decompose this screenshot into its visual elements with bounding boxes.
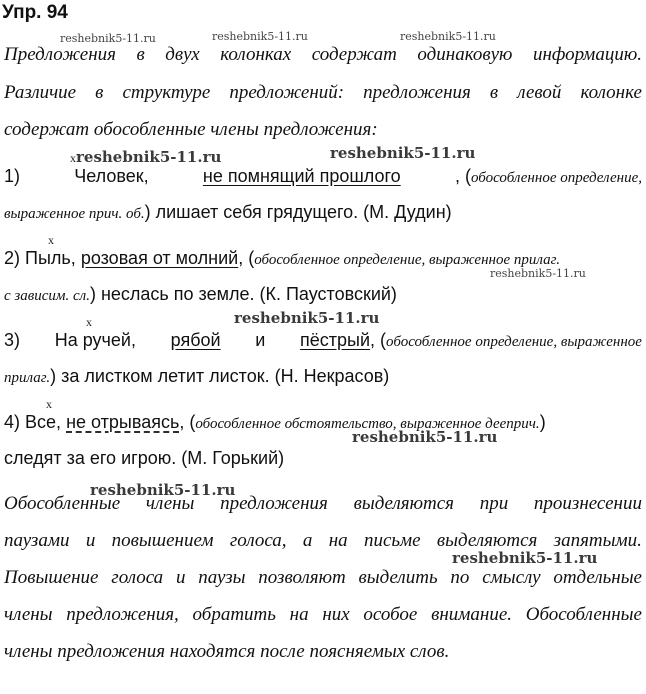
word: Обособленные (4, 493, 121, 514)
word: и (85, 530, 96, 551)
item-number: 4) (4, 412, 21, 432)
watermark: reshebnik5-11.ru (352, 428, 498, 446)
word: одинаковую (417, 44, 513, 65)
sentence-rest: ) неслась по земле. (К. Паустовский) (89, 284, 397, 304)
conclusion-line-5: члены предложения находятся после поясняемых слов. (4, 641, 450, 662)
grammar-note: выраженное прич. об. (4, 206, 145, 222)
stress-mark: x (86, 315, 92, 329)
word: по (450, 567, 470, 588)
item-number: 1) (4, 166, 21, 186)
watermark: reshebnik5-11.ru (234, 309, 380, 327)
conjunction: и (255, 330, 266, 350)
exercise-title: Упр. 94 (2, 2, 68, 23)
word: Обособленные (525, 604, 642, 625)
word: письме (363, 530, 421, 551)
word: голоса, (229, 530, 287, 551)
word: в (489, 82, 499, 103)
word: левой (517, 82, 562, 103)
isolated-member: не отрываясь (66, 412, 180, 432)
word: обратить (192, 604, 276, 625)
stress-mark: x (48, 233, 54, 247)
word: структуре (122, 82, 211, 103)
word: выделить (358, 567, 438, 588)
item-2-line-1: 2) Пыль, розовая от молний, (обособленное определение, выраженное прилаг. (4, 248, 560, 268)
word: двух (165, 44, 200, 65)
word: выделяются (436, 530, 538, 551)
word: на (328, 530, 348, 551)
item-comma: , (обособленное определение, (454, 166, 642, 186)
word: выделяются (353, 493, 454, 514)
item-2-line-2 (4, 283, 642, 307)
grammar-note: обособленное определение, выраженное прилаг. (254, 252, 560, 268)
word: смыслу (482, 567, 541, 588)
word: повышением (111, 530, 214, 551)
intro-line-1 (4, 44, 642, 66)
item-1-line-2 (4, 201, 642, 225)
word: предложений: (229, 82, 345, 103)
item-3-line-2 (4, 365, 642, 389)
word: и (175, 567, 186, 588)
item-subject: Человек, (74, 166, 149, 186)
word: члены (4, 604, 53, 625)
word: предложения (220, 493, 328, 514)
item-subject: На ручей, (54, 330, 136, 350)
isolated-member: пёстрый (300, 330, 371, 350)
word: в (136, 44, 145, 65)
item-number: 2) (4, 248, 21, 268)
word: паузы (198, 567, 246, 588)
item-comma: пёстрый, (обособленное определение, выраженное (300, 330, 642, 350)
word: произнесении (533, 493, 642, 514)
word: отдельные (553, 567, 642, 588)
watermark: reshebnik5-11.ru (60, 32, 156, 45)
stress-mark: x (70, 151, 76, 165)
word: них (322, 604, 350, 625)
watermark: reshebnik5-11.ru (330, 144, 476, 162)
item-4-line-1: 4) Все, не отрываясь, (обособленное обстоятельство, выраженное дееприч.) (4, 412, 546, 432)
word: особое (363, 604, 418, 625)
watermark: reshebnik5-11.ru (400, 30, 496, 43)
intro-line-2 (4, 82, 642, 104)
isolated-member: розовая от молний (80, 248, 239, 268)
word: Предложения (4, 44, 116, 65)
sentence-rest: ) за листком летит листок. (Н. Некрасов) (50, 366, 390, 386)
grammar-note: обособленное определение, выраженное (386, 334, 642, 350)
word: члены (145, 493, 195, 514)
word: содержат (311, 44, 397, 65)
word: позволяют (258, 567, 346, 588)
intro-line-3: содержат обособленные члены предложения: (4, 119, 378, 140)
stress-mark: x (46, 397, 52, 411)
word: запятыми. (553, 530, 642, 551)
item-number: 3) (4, 330, 21, 350)
item-1-line-1 (4, 165, 642, 189)
grammar-note: обособленное определение, (470, 170, 642, 186)
word: при (479, 493, 509, 514)
sentence-rest: ) лишает себя грядущего. (М. Дудин) (144, 202, 452, 222)
conclusion-line-3 (4, 567, 642, 589)
conclusion-line-4 (4, 604, 642, 626)
word: внимание. (431, 604, 513, 625)
word: предложения (363, 82, 471, 103)
item-subject: Пыль, (25, 248, 76, 268)
watermark: reshebnik5-11.ru (76, 148, 222, 166)
word: Различие (4, 82, 77, 103)
isolated-member: рябой (170, 330, 221, 350)
watermark: reshebnik5-11.ru (452, 549, 598, 567)
watermark: reshebnik5-11.ru (90, 481, 236, 499)
watermark: reshebnik5-11.ru (212, 30, 308, 43)
watermark: reshebnik5-11.ru (490, 267, 586, 280)
item-4-line-2: следят за его игрою. (М. Горький) (4, 448, 285, 468)
word: предложения, (66, 604, 179, 625)
word: Повышение (4, 567, 99, 588)
word: колонке (580, 82, 642, 103)
grammar-note: с зависим. сл. (4, 288, 90, 304)
item-subject: Все, (25, 412, 62, 432)
word: паузами (4, 530, 70, 551)
word: голоса (111, 567, 164, 588)
word: информацию. (532, 44, 642, 65)
isolated-member: не помнящий прошлого (202, 166, 401, 186)
word: на (289, 604, 309, 625)
item-3-line-1 (4, 329, 642, 353)
word: в (95, 82, 104, 103)
grammar-note: обособленное обстоятельство, выраженное дееприч. (195, 416, 540, 432)
word: колонках (220, 44, 292, 65)
grammar-note: прилаг. (4, 370, 51, 386)
word: а (302, 530, 313, 551)
